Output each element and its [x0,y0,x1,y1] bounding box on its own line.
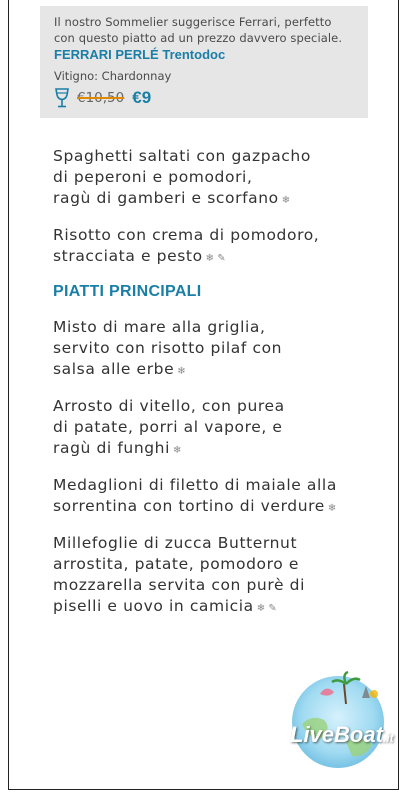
menu-dish [53,146,373,211]
dish-line: Medaglioni di filetto di maiale alla [53,476,337,494]
dish-symbols-icon: ❄ [327,503,337,514]
dish-line [53,496,373,519]
price-row [54,87,358,109]
dish-line: Arrosto di vitello, con purea [53,397,285,415]
menu-dish [53,225,373,269]
dish-line: mozzarella servita con purè di [53,576,305,594]
dish-symbols-icon: ❄ ✎ [205,253,226,264]
menu-dish [53,475,373,519]
dish-line-text: ragù di gamberi e scorfano [53,189,279,207]
sommelier-suggestion-box [40,6,368,118]
dish-line [53,246,373,269]
dish-line-text: salsa alle erbe [53,360,175,378]
dish-line: Millefoglie di zucca Butternut [53,534,298,552]
dish-line [53,596,373,619]
sommelier-text [54,14,358,46]
dish-line-text: piselli e uovo in camicia [53,597,254,615]
menu-list [53,146,373,633]
dish-line: Risotto con crema di pomodoro, [53,226,320,244]
liveboat-logo [282,664,394,772]
dish-line: Spaghetti saltati con gazpacho [53,147,311,165]
dish-line-text: stracciata e pesto [53,247,203,265]
dish-line [53,188,373,211]
main-courses-list [53,317,373,619]
dish-line-text: ragù di funghi [53,439,171,457]
old-price: €10,50 [77,90,125,106]
liveboat-watermark-text [290,722,394,748]
menu-dish [53,317,373,382]
dish-line: di peperoni e pomodori, [53,168,253,186]
wine-glass-icon [54,88,70,108]
dish-line: arrostita, patate, pomodoro e [53,555,299,573]
watermark-text-suffix: .it [382,731,394,745]
dish-line [53,359,373,382]
dish-line: Misto di mare alla griglia, [53,318,266,336]
sommelier-text-line: Il nostro Sommelier suggerisce Ferrari, perfetto [54,15,332,29]
dish-line: servito con risotto pilaf con [53,339,283,357]
dish-symbols-icon: ❄ [281,195,291,206]
sommelier-text-line: con questo piatto ad un prezzo davvero speciale. [54,31,343,45]
watermark-text-main: LiveBoat [290,722,383,747]
dish-symbols-icon: ❄ ✎ [256,603,277,614]
menu-dish [53,396,373,461]
section-title-main-courses: PIATTI PRINCIPALI [53,283,202,300]
dish-line: di patate, porri al vapore, e [53,418,283,436]
starters-list [53,146,373,269]
dish-symbols-icon: ❄ [173,445,182,456]
menu-dish [53,533,373,619]
dish-line [53,438,373,461]
wine-name: FERRARI PERLÉ Trentodoc [54,47,226,62]
grape-variety: Vitigno: Chardonnay [54,69,172,83]
new-price: €9 [132,88,152,107]
dish-line-text: sorrentina con tortino di verdure [53,497,325,515]
dish-symbols-icon: ❄ [177,366,186,377]
